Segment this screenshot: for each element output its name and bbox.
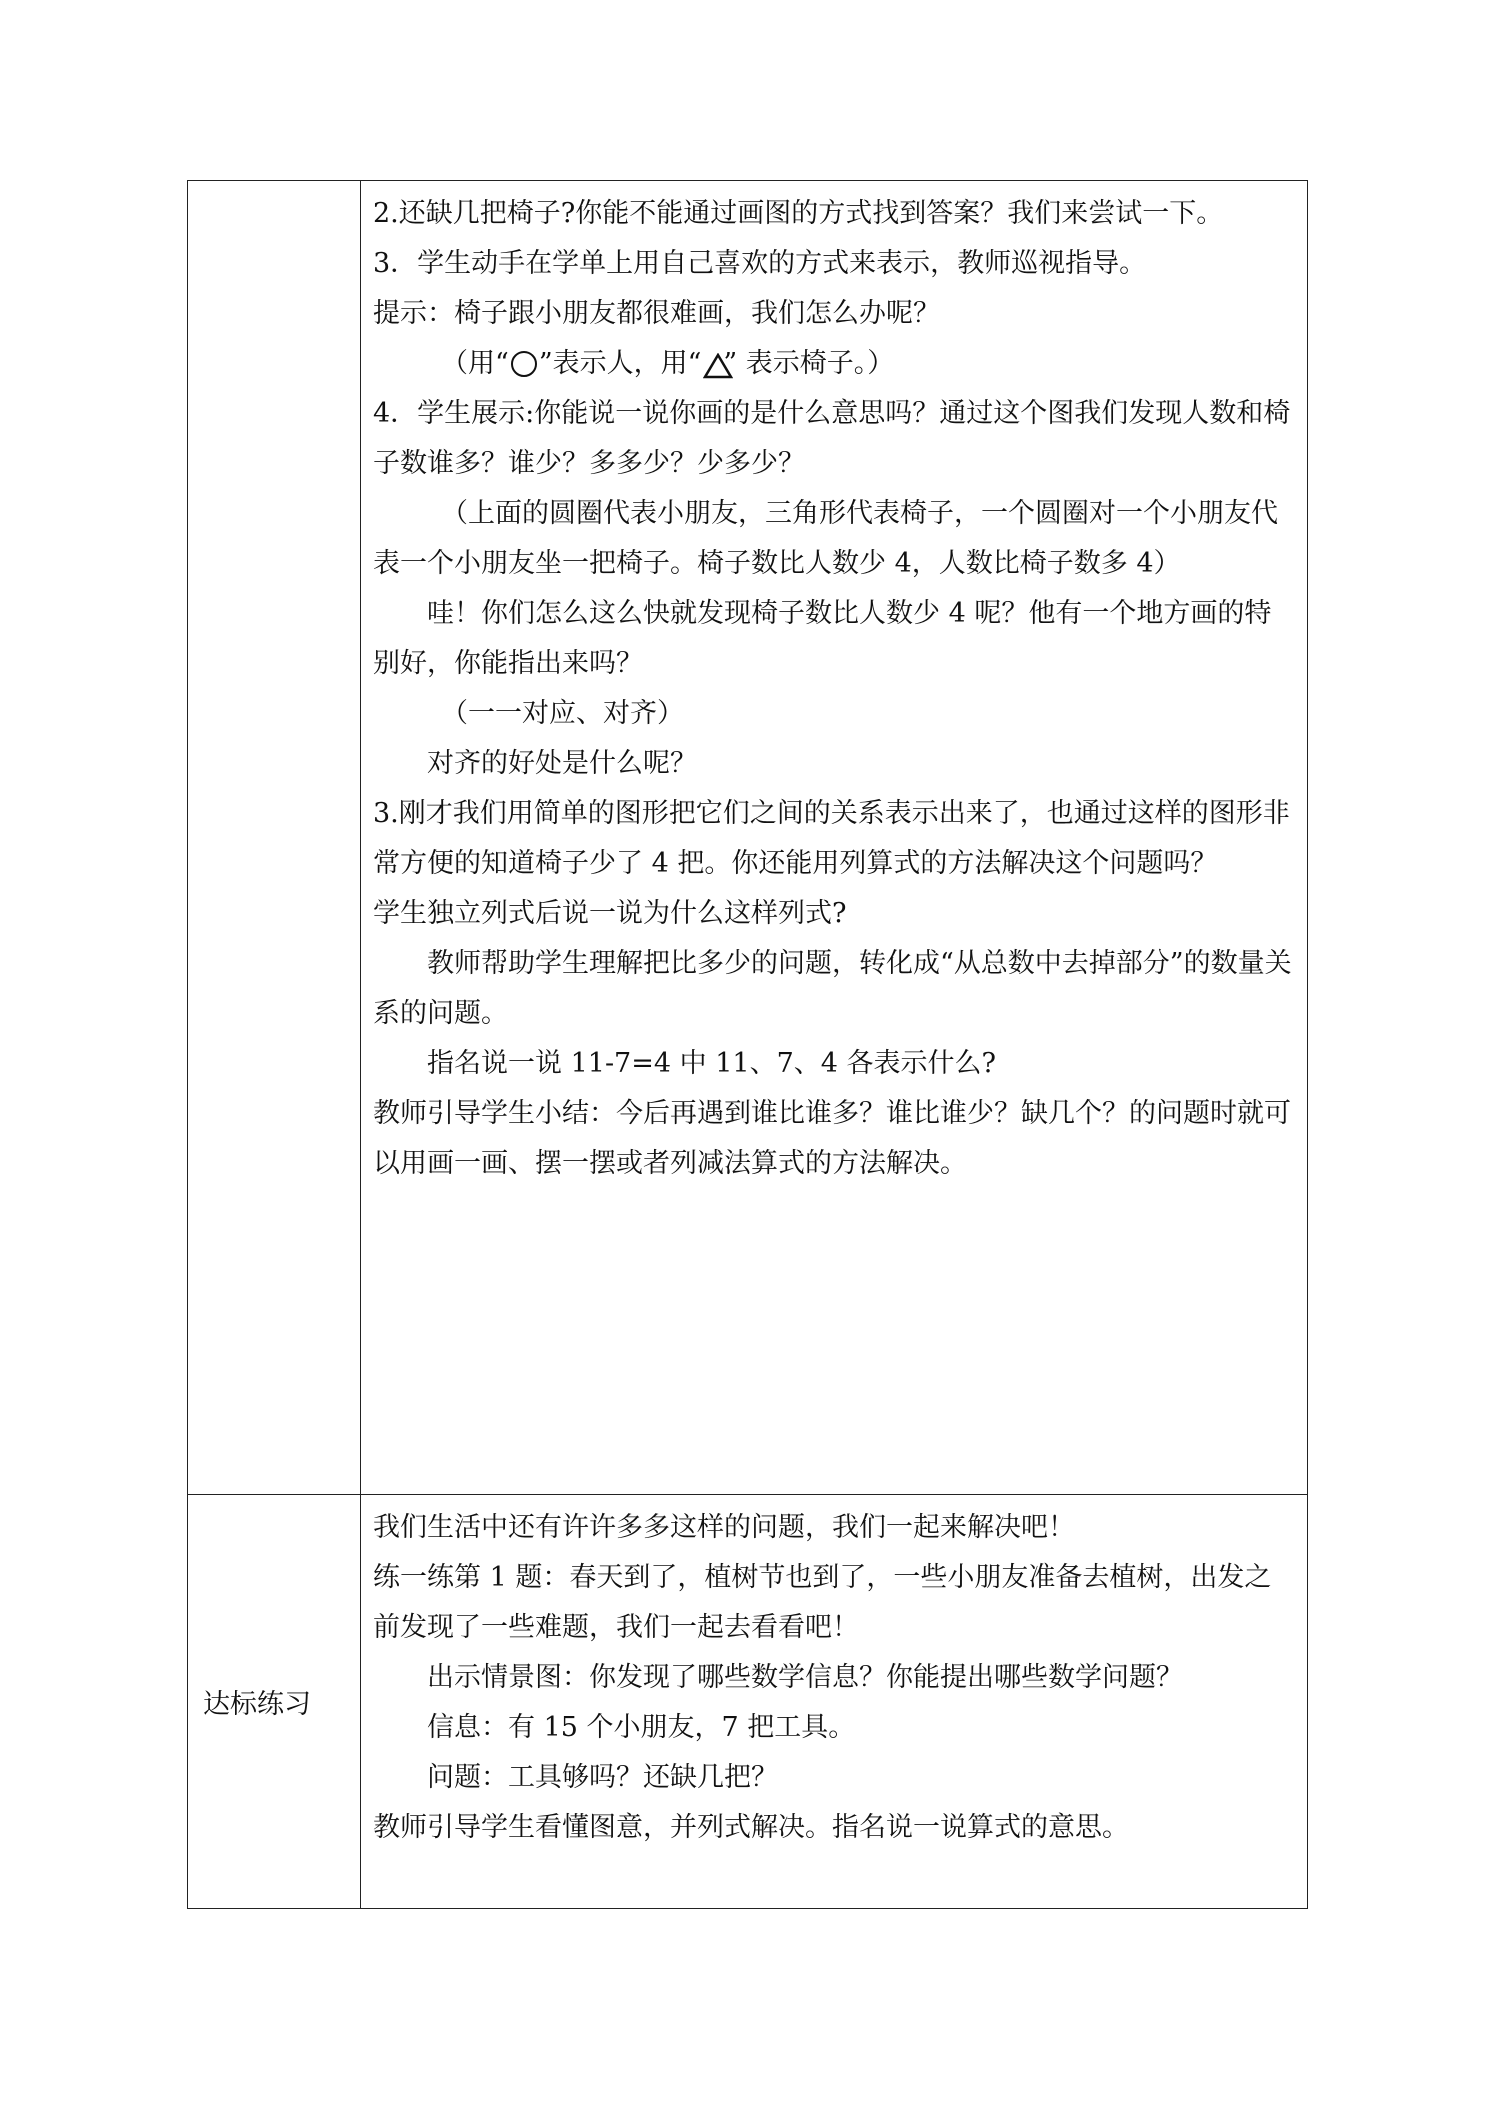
text-line: 3.刚才我们用简单的图形把它们之间的关系表示出来了，也通过这样的图形非常方便的知道椅子少了 4 把。你还能用列算式的方法解决这个问题吗？ — [373, 798, 1290, 879]
row-content — [361, 181, 1308, 1495]
row-label: 达标练习 — [188, 1495, 361, 1909]
text-line: 教师引导学生小结：今后再遇到谁比谁多？谁比谁少？缺几个？的问题时就可以用画一画、摆一摆或者列减法算式的方法解决。 — [373, 1098, 1291, 1179]
text-fragment: ”表示人，用“ — [538, 348, 702, 379]
circle-icon — [511, 351, 537, 377]
text-line: 教师帮助学生理解把比多少的问题，转化成“从总数中去掉部分”的数量关系的问题。 — [373, 948, 1292, 1029]
text-line: 出示情景图：你发现了哪些数学信息？你能提出哪些数学问题？ — [427, 1662, 1183, 1693]
text-line: 问题：工具够吗？还缺几把？ — [427, 1762, 778, 1793]
text-line: 练一练第 1 题：春天到了，植树节也到了，一些小朋友准备去植树，出发之前发现了一些难题，我们一起去看看吧！ — [373, 1562, 1272, 1643]
row-content — [361, 1495, 1308, 1909]
text-line: 指名说一说 11-7=4 中 11、7、4 各表示什么? — [427, 1048, 996, 1079]
row-label — [188, 181, 361, 1495]
table-row — [188, 181, 1308, 1495]
text-line: （一一对应、对齐） — [441, 698, 684, 729]
text-line: 学生独立列式后说一说为什么这样列式? — [373, 898, 847, 929]
text-line: 对齐的好处是什么呢？ — [427, 748, 697, 779]
text-line: 教师引导学生看懂图意，并列式解决。指名说一说算式的意思。 — [373, 1812, 1129, 1843]
text-line: 4．学生展示:你能说一说你画的是什么意思吗？通过这个图我们发现人数和椅子数谁多？谁少？多多少？少多少？ — [373, 398, 1291, 479]
text-fragment: （用“ — [441, 348, 509, 379]
text-line: 提示：椅子跟小朋友都很难画，我们怎么办呢？ — [373, 298, 940, 329]
text-line: （上面的圆圈代表小朋友，三角形代表椅子，一个圆圈对一个小朋友代表一个小朋友坐一把椅子。椅子数比人数少 4，人数比椅子数多 4） — [373, 498, 1278, 579]
text-line: 我们生活中还有许许多多这样的问题，我们一起来解决吧！ — [373, 1512, 1075, 1543]
lesson-plan-table — [187, 180, 1308, 1909]
text-fragment: ” 表示椅子。） — [723, 348, 895, 379]
shape-legend-line — [373, 339, 1295, 389]
text-line: 哇！你们怎么这么快就发现椅子数比人数少 4 呢？他有一个地方画的特别好，你能指出来吗？ — [373, 598, 1272, 679]
text-line: 3．学生动手在学单上用自己喜欢的方式来表示，教师巡视指导。 — [373, 248, 1147, 279]
text-line: 信息：有 15 个小朋友，7 把工具。 — [427, 1712, 856, 1743]
text-line: 2.还缺几把椅子?你能不能通过画图的方式找到答案？我们来尝试一下。 — [373, 198, 1224, 229]
table-row — [188, 1495, 1308, 1909]
